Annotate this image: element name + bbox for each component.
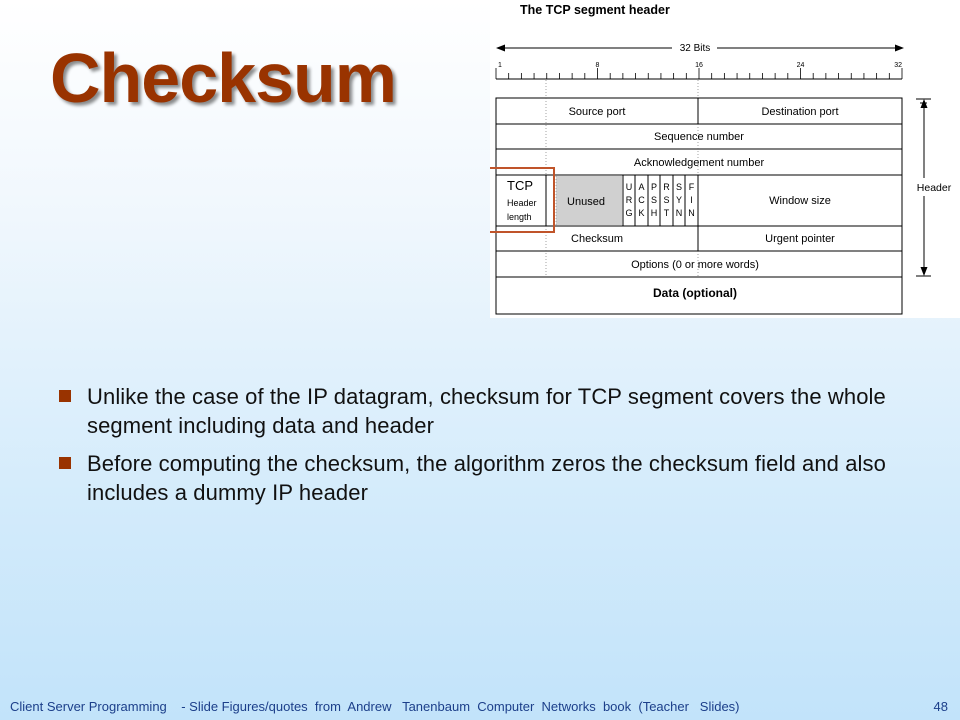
square-bullet-icon bbox=[59, 457, 71, 469]
field-data: Data (optional) bbox=[653, 286, 737, 300]
flag-letter: R bbox=[625, 195, 633, 205]
ruler-label: 32 bbox=[894, 62, 902, 69]
ruler-label: 8 bbox=[595, 62, 600, 69]
flag-letter: K bbox=[638, 208, 645, 218]
header-label: Header bbox=[916, 182, 952, 194]
flag-letter: U bbox=[625, 182, 633, 192]
flag-letter: I bbox=[690, 195, 693, 205]
bullet-item bbox=[57, 449, 917, 507]
bullet-item bbox=[57, 382, 917, 440]
field-source-port: Source port bbox=[568, 106, 626, 118]
field-header-label: Header bbox=[507, 198, 537, 208]
flag-letter: N bbox=[688, 208, 695, 218]
flag-letter: C bbox=[638, 195, 645, 205]
field-tcp-label: TCP bbox=[507, 178, 533, 193]
ruler-label: 24 bbox=[796, 62, 805, 69]
flag-letter: H bbox=[650, 208, 658, 218]
flag-letter: T bbox=[663, 208, 670, 218]
flag-letter: A bbox=[638, 182, 645, 192]
field-ack-number: Acknowledgement number bbox=[633, 157, 765, 169]
field-window-size: Window size bbox=[769, 195, 831, 207]
bullet-list bbox=[57, 382, 917, 516]
field-checksum: Checksum bbox=[571, 233, 623, 245]
flag-letter: S bbox=[663, 195, 670, 205]
field-sequence-number: Sequence number bbox=[654, 131, 744, 143]
flag-letter: N bbox=[675, 208, 683, 218]
page-number: 48 bbox=[933, 699, 948, 714]
bullet-text: Unlike the case of the IP datagram, checksum for TCP segment covers the whole segment including data and header bbox=[87, 384, 886, 438]
flag-letter: P bbox=[650, 182, 658, 192]
square-bullet-icon bbox=[59, 390, 71, 402]
field-urgent-pointer: Urgent pointer bbox=[765, 233, 835, 245]
flag-letter: S bbox=[675, 182, 683, 192]
slide-footer bbox=[10, 699, 950, 717]
flag-letter: Y bbox=[675, 195, 683, 205]
field-unused: Unused bbox=[567, 196, 605, 208]
field-length-label: length bbox=[507, 212, 532, 222]
tcp-header-figure bbox=[490, 0, 960, 318]
field-destination-port: Destination port bbox=[761, 106, 839, 118]
footer-text: Client Server Programming - Slide Figures/quotes from Andrew Tanenbaum Computer Networks book (Teacher Slides) bbox=[10, 699, 740, 714]
ruler-label: 16 bbox=[695, 62, 703, 69]
field-options: Options (0 or more words) bbox=[631, 259, 759, 271]
slide-title: Checksum bbox=[50, 39, 397, 117]
flag-letter: R bbox=[663, 182, 670, 192]
bits-label: 32 Bits bbox=[679, 43, 711, 54]
tcp-header-diagram bbox=[490, 0, 960, 318]
figure-title: The TCP segment header bbox=[520, 3, 670, 17]
flag-letter: F bbox=[688, 182, 695, 192]
flag-letter: S bbox=[650, 195, 658, 205]
bit-scale-ruler bbox=[496, 62, 902, 79]
flag-letter: G bbox=[625, 208, 633, 218]
ruler-label: 1 bbox=[498, 62, 502, 69]
bullet-text: Before computing the checksum, the algorithm zeros the checksum field and also includes a dummy IP header bbox=[87, 451, 886, 505]
